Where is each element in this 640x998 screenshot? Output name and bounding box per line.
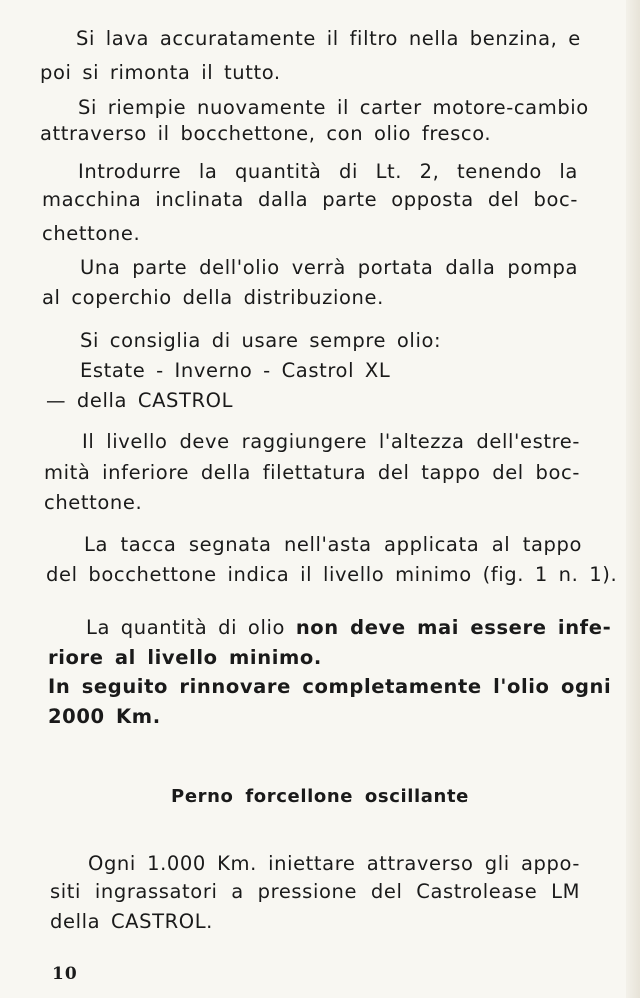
text-line: della CASTROL. xyxy=(50,910,213,933)
text-line: — della CASTROL xyxy=(46,389,234,412)
text-line: La tacca segnata nell'asta applicata al tappo xyxy=(84,533,582,556)
text-line: Una parte dell'olio verrà portata dalla pompa xyxy=(80,256,578,279)
text-line: chettone. xyxy=(42,222,141,245)
page-number: 10 xyxy=(52,964,78,984)
text-line: siti ingrassatori a pressione del Castrolease LM xyxy=(50,880,580,903)
text-normal: La quantità di olio xyxy=(86,616,296,639)
text-line: mità inferiore della filettatura del tappo del boc- xyxy=(44,461,580,484)
text-line-bold: riore al livello minimo. xyxy=(48,646,322,669)
text-line: Si lava accuratamente il filtro nella benzina, e xyxy=(76,27,581,50)
text-line: Il livello deve raggiungere l'altezza dell'estre- xyxy=(82,430,580,453)
text-line: chettone. xyxy=(44,491,143,514)
text-line-bold: In seguito rinnovare completamente l'olio ogni xyxy=(48,675,612,698)
text-line: Si riempie nuovamente il carter motore-cambio xyxy=(78,96,589,119)
text-line: Estate - Inverno - Castrol XL xyxy=(80,359,391,382)
page-edge-shadow xyxy=(626,0,640,998)
text-line: del bocchettone indica il livello minimo (fig. 1 n. 1). xyxy=(46,563,618,586)
section-title: Perno forcellone oscillante xyxy=(171,786,469,807)
text-line: attraverso il bocchettone, con olio fresco. xyxy=(40,122,492,145)
text-line: al coperchio della distribuzione. xyxy=(42,286,384,309)
text-line: Introdurre la quantità di Lt. 2, tenendo la xyxy=(78,160,578,183)
text-line: Ogni 1.000 Km. iniettare attraverso gli appo- xyxy=(88,852,580,875)
text-bold: non deve mai essere infe- xyxy=(295,616,612,639)
text-line: macchina inclinata dalla parte opposta del boc- xyxy=(42,188,578,211)
text-line-bold: 2000 Km. xyxy=(48,705,161,728)
text-line: poi si rimonta il tutto. xyxy=(40,61,281,84)
text-line: Si consiglia di usare sempre olio: xyxy=(80,329,442,352)
text-line-mixed xyxy=(86,616,612,640)
